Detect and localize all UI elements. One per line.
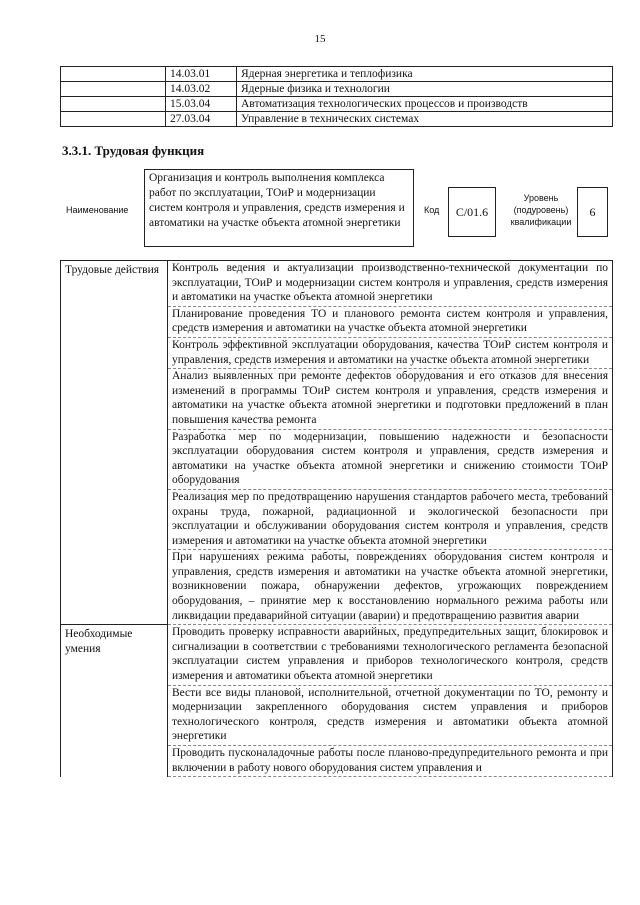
code-name-cell: Ядерная энергетика и теплофизика [237,67,613,82]
function-details-table [60,260,613,777]
section-title: 3.3.1. Трудовая функция [62,143,205,158]
codes-row [61,67,613,82]
code-name-cell: Автоматизация технологических процессов и производств [237,97,613,112]
labor-action-row [61,261,613,307]
codes-row [61,82,613,97]
code-cell: 14.03.02 [166,82,237,97]
code-cell: 27.03.04 [166,112,237,127]
labor-action-item: Анализ выявленных при ремонте дефектов оборудования и его отказов для внесения изменений в программы ТОиР систем контроля и управления, средств измерения и автоматики на участке объекта атомной энергетики и подготовки предложений в план повышения качества ремонта [168,369,613,429]
codes-empty-cell [61,82,166,97]
skills-label: Необходимые умения [61,625,168,777]
codes-empty-cell [61,112,166,127]
code-name-cell: Управление в технических системах [237,112,613,127]
labor-action-item: При нарушениях режима работы, повреждениях оборудования систем контроля и управления, средств измерения и автоматики на участке объекта атомной энергетики, возникновении пожара, обнаружении дефектов, угрожающих повреждением оборудования, – принятие мер к восстановлению нормального режима работы или ликвидации предаварийной ситуации (аварии) и предотвращению развития аварии [168,550,613,625]
labor-action-item: Планирование проведения ТО и планового ремонта систем контроля и управления, средств измерения и автоматики на участке объекта атомной энергетики [168,306,613,337]
labor-actions-label: Трудовые действия [61,261,168,625]
codes-empty-cell [61,97,166,112]
codes-row [61,112,613,127]
function-code: С/01.6 [448,187,496,237]
labor-action-item: Контроль ведения и актуализации производственно-технической документации по эксплуатации, ТОиР и модернизации систем контроля и управления, средств измерения и автоматики на участке объекта атомной энергетики [168,261,613,307]
qualification-level-label: Уровень (подуровень) квалификации [510,193,572,227]
skill-item: Вести все виды плановой, исполнительной, отчетной документации по ТО, ремонту и модернизации закрепленного оборудования систем управления и приборов технологического контроля, средств измерения и автоматики объекта атомной энергетики [168,685,613,745]
page-number: 15 [314,33,326,45]
labor-action-item: Реализация мер по предотвращению нарушения стандартов рабочего места, требований охраны труда, пожарной, радиационной и экологической безопасности при эксплуатации и обслуживании оборудования систем контроля и управления, средств измерения и автоматики на участке объекта атомной энергетики [168,489,613,549]
code-name-cell: Ядерные физика и технологии [237,82,613,97]
function-name-label: Наименование [66,205,129,215]
code-cell: 14.03.01 [166,67,237,82]
code-cell: 15.03.04 [166,97,237,112]
codes-row [61,97,613,112]
skill-item: Проводить проверку исправности аварийных, предупредительных защит, блокировок и сигнализации в соответствии с требованиями технологического регламента безопасной эксплуатации систем управления и приборов технологического контроля, средств измерения и автоматики объекта атомной энергетики [168,625,613,685]
qualification-level: 6 [577,187,608,237]
skill-row [61,625,613,685]
function-code-label: Код [424,205,440,215]
labor-action-item: Разработка мер по модернизации, повышению надежности и безопасности эксплуатации оборудования систем контроля и управления, средств измерения и автоматики на участке объекта атомной энергетики и снижению стоимости ТОиР оборудования [168,429,613,489]
codes-empty-cell [61,67,166,82]
function-name: Организация и контроль выполнения комплекса работ по эксплуатации, ТОиР и модернизации систем контроля и управления, средств измерения и автоматики на участке объекта атомной энергетики [144,169,414,247]
skill-item: Проводить пусконаладочные работы после планово-предупредительного ремонта и при включении в работу нового оборудования систем управления и [168,746,613,777]
codes-table [60,66,613,127]
labor-action-item: Контроль эффективной эксплуатации оборудования, качества ТОиР систем контроля и управления, средств измерения и автоматики на участке объекта атомной энергетики [168,337,613,368]
